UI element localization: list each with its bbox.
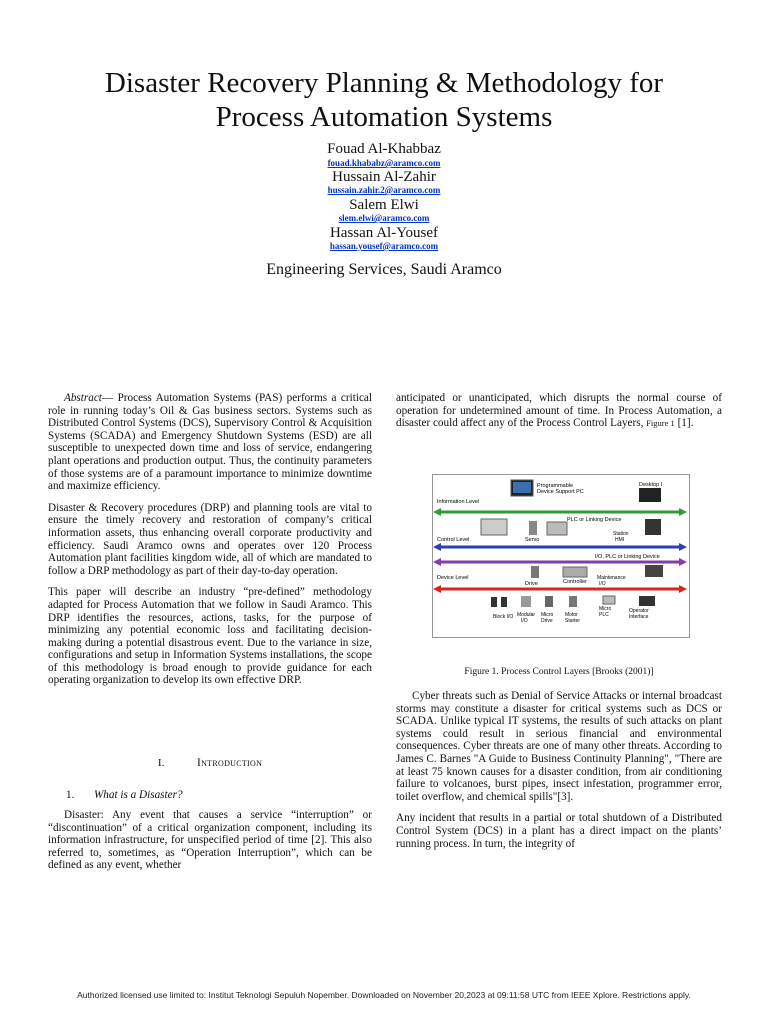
station-hmi-icon [645,519,661,535]
figure-ref[interactable]: Figure 1 [646,418,675,429]
label-io-plc: I/O, PLC or Linking Device [595,554,660,560]
label-device-level: Device Level [437,575,469,581]
paragraph: Any incident that results in a partial or total shutdown of a Distributed Control System (DCS) in a plant has a direct impact on the plants’ running process. In turn, the integrity of [396,812,722,850]
paragraph: This paper will describe an industry “pre-defined” methodology adapted for Process Automation that we follow in Saudi Aramco. This DRP identifies the resources, actions, tasks, for the purpose of minimizing any potential economic loss and facilitating decision-making during a potential disastrous event. Due to the variance in size, configurations and setup in Information Systems installations, the scope of this methodology is broad enough to provide guidance for each operating organization to develop its own effective DRP. [48,586,372,687]
label-maintenance: Maintenance [597,575,626,581]
author-email[interactable]: slem.elwi@aramco.com [338,213,430,223]
subsection-number: 1. [66,789,75,801]
author-name: Hassan Al-Yousef [329,225,439,241]
author-email[interactable]: fouad.khababz@aramco.com [327,158,441,168]
operator-interface-icon [639,596,655,606]
paragraph: Disaster: Any event that causes a service “interruption” or “discontinuation” of a critical organization component, including its information infrastructure, for unspecified period of time [2]. This also referred to, sometimes, as “Operation Interruption”, which can be defined as any event, whether [48,809,372,872]
arrow-head-icon [679,558,687,566]
label-block-io: Block I/O [493,614,514,620]
arrow-head-icon [679,508,687,516]
author-name: Hussain Al-Zahir [332,169,436,185]
arrow-head-icon [433,585,441,593]
intro-paragraph [48,809,372,881]
author-name: Fouad Al-Khabbaz [327,141,441,157]
label-pc-2: Device Support PC [537,489,584,495]
title-line-2: Process Automation Systems [215,101,553,133]
label-hmi: HMI [615,537,625,543]
right-column-top [396,392,722,439]
desktop-icon [639,488,661,502]
label-info-level: Information Level [437,499,480,505]
figure-caption: Figure 1. Process Control Layers [Brooks (2001)] [464,667,654,677]
block-io-icon [491,597,497,607]
label-plc: PLC [599,612,609,618]
abstract-body: — Process Automation Systems (PAS) performs a critical role in running today’s Oil & Gas business sectors. Systems such as Distributed Control Systems (DCS), Supervisory Control & Acquisition Systems (SCADA) and Emergency Shutdown Systems (ESD) are all susceptible to unexpected down time and loss of service, endangering plant operations and production output. Thus, the continuity parameters of those systems are of a paramount importance to minimize downtime and maximize efficiency. [48,392,372,493]
arrow-head-icon [679,585,687,593]
right-column-bottom [396,690,722,859]
paragraph: Cyber threats such as Denial of Service Attacks or internal broadcast storms may constitute a disaster for critical systems such as DCS or SCADA. Unlike typical IT systems, the results of such attacks on plant systems could result in serious financial and environmental consequences. Cyber threats are one of many other threats. According to James C. Barnes "A Guide to Business Continuity Planning", "There are at least 75 known causes for a disaster condition, from air conditioning failure to volcanoes, burst pipes, insect infestation, programmer error, toilet overflow, and chemical spills"[3]. [396,690,722,803]
block-io-icon [501,597,507,607]
label-drive: Drive [525,581,538,587]
label-motor: Motor [565,612,578,618]
paragraph: anticipated or unanticipated, which disrupts the normal course of operation for undetermined amount of time. In Process Automation, a disaster could affect any of the Process Control Layers, Figure 1 [1]. [396,392,722,430]
micro-drive-icon [545,596,553,607]
arrow-head-icon [679,543,687,551]
arrow-head-icon [433,508,441,516]
label-desktop: Desktop I [639,482,663,488]
micro-plc-icon [603,596,615,604]
label-micro-drive: Drive [541,618,553,624]
label-modular-io: I/O [521,618,528,624]
drive-icon [531,566,539,578]
label-starter: Starter [565,618,581,624]
rack-icon [481,519,507,535]
affiliation: Engineering Services, Saudi Aramco [266,261,502,278]
label-operator: Operator [629,608,649,614]
label-modular: Modular [517,612,536,618]
title-line-1: Disaster Recovery Planning & Methodology for [104,67,664,99]
figure-diagram [433,475,689,637]
label-io: I/O [599,581,606,587]
controller-icon [563,567,587,577]
figure-process-control-layers [432,474,690,638]
modular-io-icon [521,596,531,607]
maintenance-io-icon [645,565,663,577]
servo-icon [529,521,537,535]
label-control-level: Control Level [437,537,470,543]
label-plc-link: PLC or Linking Device [567,517,622,523]
label-pc-1: Programmable [537,483,574,489]
section-title: Introduction [196,757,263,769]
subsection-heading [66,789,183,801]
label-more: Micro [599,606,612,612]
label-servo: Servo [525,537,540,543]
section-number: I. [157,757,165,769]
label-controller: Controller [563,579,587,585]
author-name: Salem Elwi [349,197,419,213]
pc-screen-icon [513,482,531,493]
label-micro: Micro [541,612,554,618]
section-heading [48,757,372,769]
author-email[interactable]: hassan.yousef@aramco.com [329,241,439,251]
plc-icon [547,522,567,535]
label-station: Station [613,531,629,537]
subsection-title: What is a Disaster? [93,789,183,801]
arrow-head-icon [433,543,441,551]
abstract-label: Abstract [64,392,102,404]
abstract [48,392,372,493]
left-column [48,392,372,696]
arrow-head-icon [433,558,441,566]
paragraph: Disaster & Recovery procedures (DRP) and planning tools are vital to ensure the timely recovery and restoration of company’s critical information assets, thus enhancing overall corporate productivity and efficiency. Saudi Aramco owns and operates over 120 Process Automation plant facilities kingdom wide, all of which are mandated to follow a DRP methodology as part of their day-to-day operation. [48,501,372,577]
paper-title [0,66,768,134]
label-interface: Interface [629,614,649,620]
license-footer: Authorized licensed use limited to: Institut Teknologi Sepuluh Nopember. Downloaded on November 20,2023 at 09:11:58 UTC from IEEE Xplore. Restrictions apply. [77,990,691,1000]
motor-starter-icon [569,596,577,607]
author-email[interactable]: hussain.zahir.2@aramco.com [327,185,441,195]
